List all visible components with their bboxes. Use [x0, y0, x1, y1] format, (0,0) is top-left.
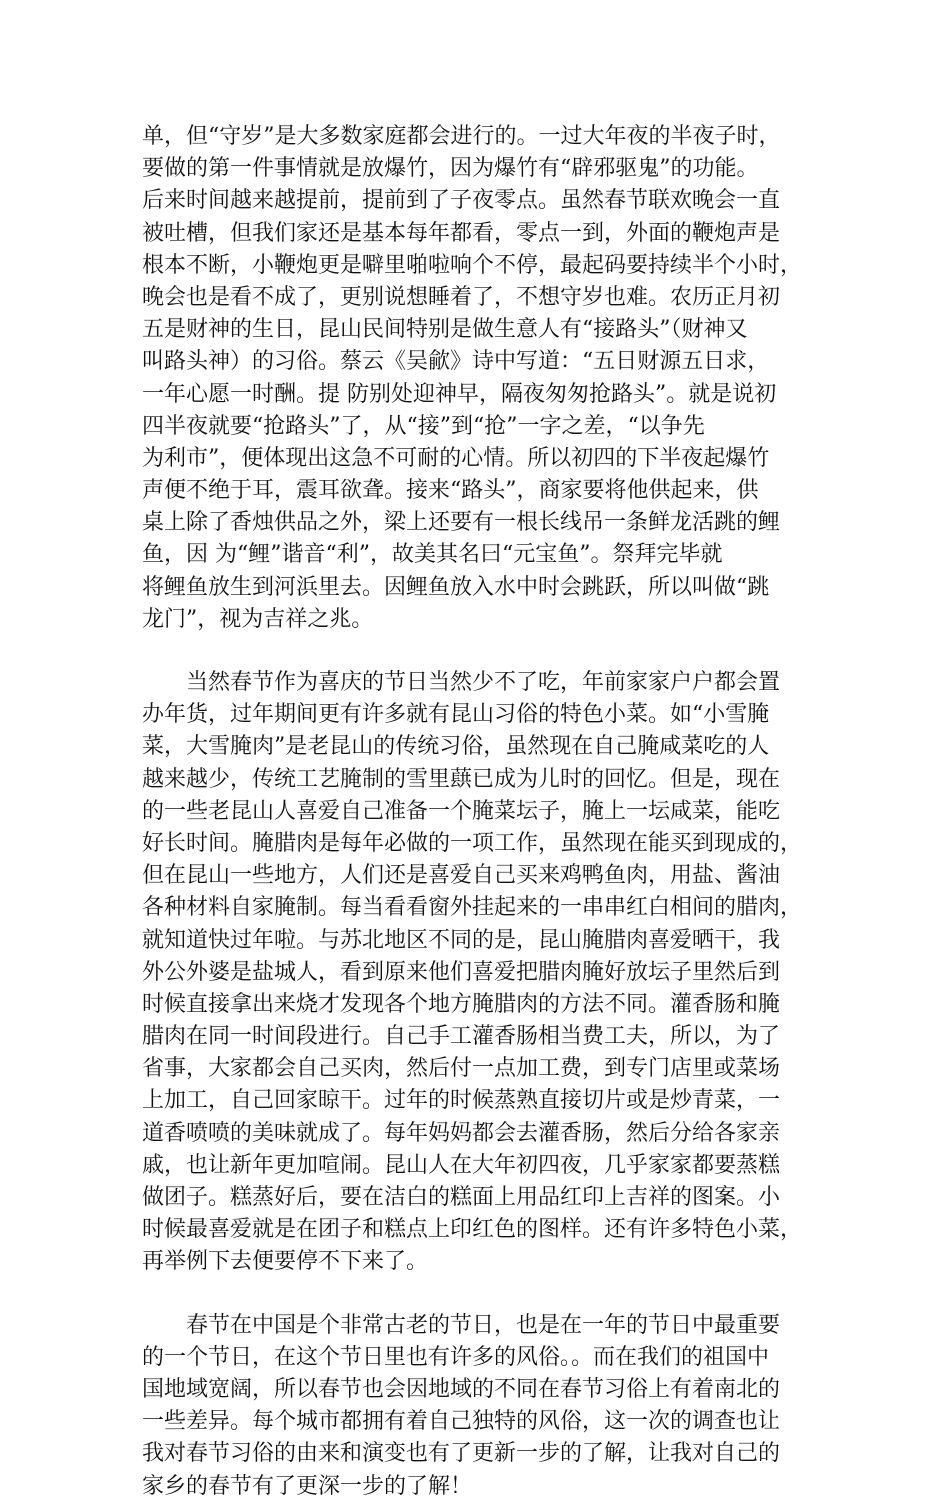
text-line: 我对春节习俗的由来和演变也有了更新一步的了解，让我对自己的 [142, 1441, 781, 1467]
text-line: 再举例下去便要停不下来了。 [142, 1249, 429, 1275]
text-line: 省事，大家都会自己买肉，然后付一点加工费，到专门店里或菜场 [142, 1056, 781, 1082]
text-line: 国地域宽阔，所以春节也会因地域的不同在春节习俗上有着南北的 [142, 1376, 781, 1402]
paragraph [142, 121, 808, 636]
text-line: 晚会也是看不成了，更别说想睡着了，不想守岁也难。农历正月初 [142, 284, 781, 310]
text-line: 做团子。糕蒸好后，要在洁白的糕面上用品红印上吉祥的图案。小 [142, 1185, 781, 1210]
text-line: 声便不绝于耳，震耳欲聋。接来“路头”，商家要将他供起来，供 [142, 478, 759, 504]
text-line: 一些差异。每个城市都拥有着自己独特的风俗，这一次的调查也让 [142, 1409, 781, 1435]
text-line: 上加工，自己回家晾干。过年的时候蒸熟直接切片或是炒青菜，一 [142, 1088, 781, 1114]
text-line: 时候直接拿出来烧才发现各个地方腌腊肉的方法不同。灌香肠和腌 [142, 991, 781, 1017]
text-line: 桌上除了香烛供品之外，梁上还要有一根长线吊一条鲜龙活跳的鲤 [142, 510, 781, 536]
text-line: 五是财神的生日，昆山民间特别是做生意人有“接路头”（财神又 [142, 317, 748, 343]
text-line: 的一个节日，在这个节日里也有许多的风俗。。而在我们的祖国中 [142, 1344, 770, 1370]
text-line: 单，但“守岁”是大多数家庭都会进行的。一过大年夜的半夜子时， [142, 124, 781, 149]
paragraph [142, 1310, 808, 1503]
text-line: 道香喷喷的美味就成了。每年妈妈都会去灌香肠，然后分给各家亲 [142, 1120, 781, 1146]
text-line: 就知道快过年啦。与苏北地区不同的是，昆山腌腊肉喜爱晒干，我 [142, 927, 781, 953]
text-line: 根本不断，小鞭炮更是噼里啪啦响个不停，最起码要持续半个小时， [142, 252, 803, 278]
text-line: 好长时间。腌腊肉是每年必做的一项工作，虽然现在能买到现成的， [142, 830, 803, 856]
text-line: 的一些老昆山人喜爱自己准备一个腌菜坛子，腌上一坛咸菜，能吃 [142, 798, 781, 824]
text-line: 但在昆山一些地方，人们还是喜爱自己买来鸡鸭鱼肉，用盐、酱油 [142, 863, 781, 889]
text-line: 四半夜就要“抢路头”了，从“接”到“抢”一字之差，“以争先 [142, 413, 705, 439]
text-line: 将鲤鱼放生到河浜里去。因鲤鱼放入水中时会跳跃，所以叫做“跳 [142, 574, 770, 600]
text-line: 叫路头神）的习俗。蔡云《吴歈》诗中写道：“五日财源五日求， [142, 349, 770, 375]
text-line: 菜，大雪腌肉”是老昆山的传统习俗，虽然现在自己腌咸菜吃的人 [142, 734, 770, 760]
text-line: 办年货，过年期间更有许多就有昆山习俗的特色小菜。如“小雪腌 [142, 702, 770, 728]
document-body [142, 121, 808, 1503]
text-line: 越来越少，传统工艺腌制的雪里蕻已成为儿时的回忆。但是，现在 [142, 766, 781, 792]
text-line: 各种材料自家腌制。每当看看窗外挂起来的一串串红白相间的腊肉， [142, 895, 803, 921]
text-line: 当然春节作为喜庆的节日当然少不了吃，年前家家户户都会置 [186, 670, 781, 695]
text-line: 外公外婆是盐城人，看到原来他们喜爱把腊肉腌好放坛子里然后到 [142, 959, 781, 985]
text-line: 家乡的春节有了更深一步的了解！ [142, 1473, 473, 1499]
text-line: 戚，也让新年更加喧闹。昆山人在大年初四夜，几乎家家都要蒸糕 [142, 1152, 781, 1178]
text-line: 时候最喜爱就是在团子和糕点上印红色的图样。还有许多特色小菜， [142, 1217, 803, 1243]
text-line: 要做的第一件事情就是放爆竹，因为爆竹有“辟邪驱鬼”的功能。 [142, 156, 759, 182]
text-line: 龙门”，视为吉祥之兆。 [142, 606, 374, 632]
text-line: 春节在中国是个非常古老的节日，也是在一年的节日中最重要 [186, 1312, 781, 1338]
text-line: 后来时间越来越提前，提前到了子夜零点。虽然春节联欢晚会一直 [142, 188, 781, 214]
text-line: 被吐槽，但我们家还是基本每年都看，零点一到，外面的鞭炮声是 [142, 220, 781, 246]
text-line: 一年心愿一时酬。提 防别处迎神早，隔夜匆匆抢路头”。就是说初 [142, 381, 777, 407]
text-line: 腊肉在同一时间段进行。自己手工灌香肠相当费工夫，所以，为了 [142, 1024, 781, 1050]
text-line: 为利市”，便体现出这急不可耐的心情。所以初四的下半夜起爆竹 [142, 445, 770, 471]
paragraph [142, 667, 808, 1279]
text-line: 鱼，因 为“鲤”谐音“利”，故美其名曰“元宝鱼”。祭拜完毕就 [142, 542, 723, 568]
